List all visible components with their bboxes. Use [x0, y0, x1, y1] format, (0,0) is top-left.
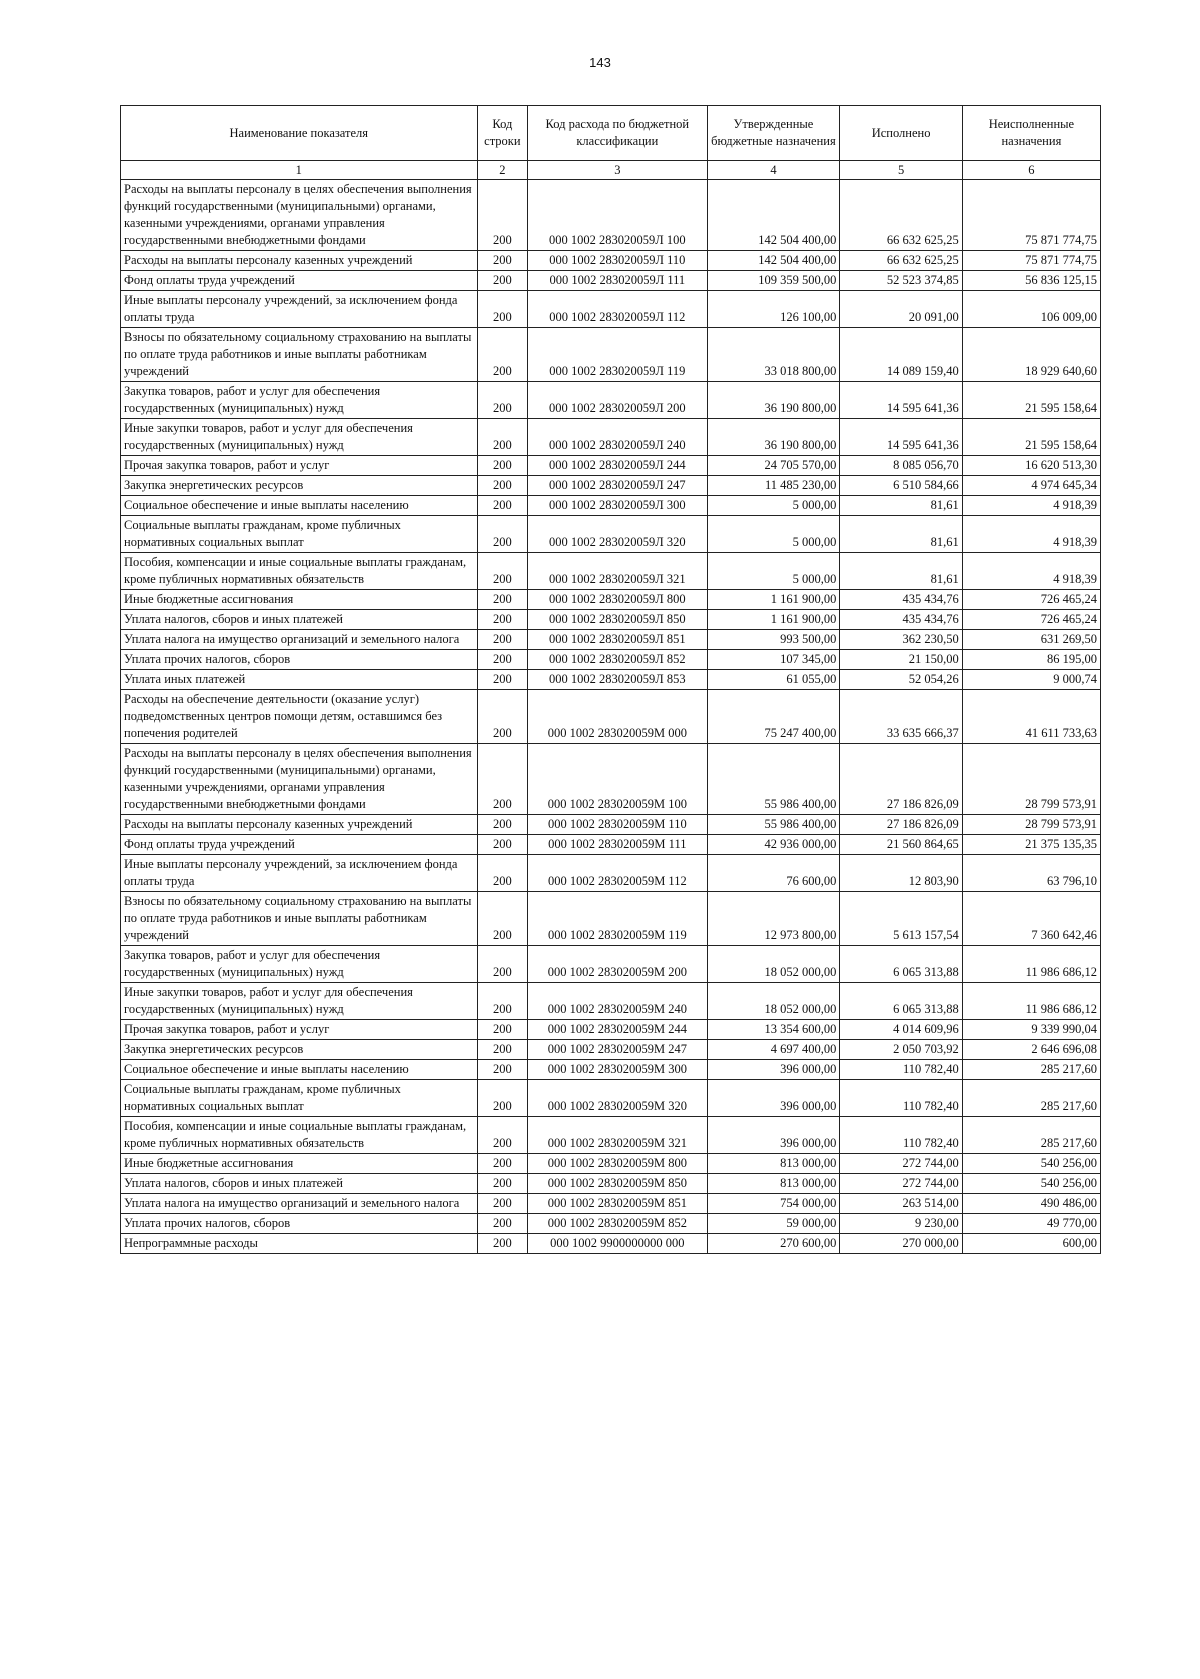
column-number: 5 [840, 161, 962, 180]
line-code-cell: 200 [477, 456, 528, 476]
table-row [121, 835, 1101, 855]
table-row [121, 1214, 1101, 1234]
line-code-cell: 200 [477, 1040, 528, 1060]
table-row [121, 1234, 1101, 1254]
indicator-name-cell: Иные закупки товаров, работ и услуг для обеспечения государственных (муниципальных) нужд [121, 419, 478, 456]
line-code-cell: 200 [477, 946, 528, 983]
line-code-cell: 200 [477, 251, 528, 271]
approved-amount-cell: 396 000,00 [707, 1080, 840, 1117]
budget-code-cell: 000 1002 283020059Л 850 [528, 610, 707, 630]
unexecuted-amount-cell: 11 986 686,12 [962, 983, 1100, 1020]
executed-amount-cell: 435 434,76 [840, 590, 962, 610]
approved-amount-cell: 754 000,00 [707, 1194, 840, 1214]
line-code-cell: 200 [477, 1080, 528, 1117]
executed-amount-cell: 110 782,40 [840, 1117, 962, 1154]
approved-amount-cell: 109 359 500,00 [707, 271, 840, 291]
unexecuted-amount-cell: 28 799 573,91 [962, 815, 1100, 835]
line-code-cell: 200 [477, 815, 528, 835]
column-number: 2 [477, 161, 528, 180]
indicator-name-cell: Непрограммные расходы [121, 1234, 478, 1254]
table-row [121, 650, 1101, 670]
budget-code-cell: 000 1002 283020059М 852 [528, 1214, 707, 1234]
table-row [121, 1117, 1101, 1154]
executed-amount-cell: 14 595 641,36 [840, 382, 962, 419]
executed-amount-cell: 27 186 826,09 [840, 744, 962, 815]
table-row [121, 419, 1101, 456]
indicator-name-cell: Закупка товаров, работ и услуг для обеспечения государственных (муниципальных) нужд [121, 946, 478, 983]
table-row [121, 382, 1101, 419]
line-code-cell: 200 [477, 670, 528, 690]
column-number: 6 [962, 161, 1100, 180]
unexecuted-amount-cell: 2 646 696,08 [962, 1040, 1100, 1060]
page-number: 143 [589, 55, 611, 70]
table-row [121, 690, 1101, 744]
budget-code-cell: 000 1002 283020059М 100 [528, 744, 707, 815]
budget-code-cell: 000 1002 283020059М 244 [528, 1020, 707, 1040]
executed-amount-cell: 2 050 703,92 [840, 1040, 962, 1060]
header-indicator-name: Наименование показателя [121, 106, 478, 161]
indicator-name-cell: Пособия, компенсации и иные социальные выплаты гражданам, кроме публичных нормативных обязательств [121, 553, 478, 590]
approved-amount-cell: 5 000,00 [707, 496, 840, 516]
budget-code-cell: 000 1002 283020059М 110 [528, 815, 707, 835]
line-code-cell: 200 [477, 610, 528, 630]
table-row [121, 1154, 1101, 1174]
approved-amount-cell: 24 705 570,00 [707, 456, 840, 476]
indicator-name-cell: Уплата налога на имущество организаций и земельного налога [121, 630, 478, 650]
budget-code-cell: 000 1002 283020059М 200 [528, 946, 707, 983]
unexecuted-amount-cell: 490 486,00 [962, 1194, 1100, 1214]
approved-amount-cell: 1 161 900,00 [707, 610, 840, 630]
table-row [121, 1020, 1101, 1040]
executed-amount-cell: 270 000,00 [840, 1234, 962, 1254]
budget-code-cell: 000 1002 283020059М 119 [528, 892, 707, 946]
unexecuted-amount-cell: 28 799 573,91 [962, 744, 1100, 815]
budget-code-cell: 000 1002 283020059Л 320 [528, 516, 707, 553]
unexecuted-amount-cell: 726 465,24 [962, 590, 1100, 610]
approved-amount-cell: 33 018 800,00 [707, 328, 840, 382]
executed-amount-cell: 435 434,76 [840, 610, 962, 630]
table-row [121, 1040, 1101, 1060]
budget-code-cell: 000 1002 283020059Л 110 [528, 251, 707, 271]
unexecuted-amount-cell: 56 836 125,15 [962, 271, 1100, 291]
indicator-name-cell: Фонд оплаты труда учреждений [121, 271, 478, 291]
executed-amount-cell: 263 514,00 [840, 1194, 962, 1214]
line-code-cell: 200 [477, 180, 528, 251]
budget-code-cell: 000 1002 283020059М 111 [528, 835, 707, 855]
indicator-name-cell: Прочая закупка товаров, работ и услуг [121, 1020, 478, 1040]
indicator-name-cell: Уплата иных платежей [121, 670, 478, 690]
header-budget-code: Код расхода по бюджетной классификации [528, 106, 707, 161]
approved-amount-cell: 36 190 800,00 [707, 382, 840, 419]
line-code-cell: 200 [477, 496, 528, 516]
budget-code-cell: 000 1002 283020059М 850 [528, 1174, 707, 1194]
budget-code-cell: 000 1002 283020059М 240 [528, 983, 707, 1020]
indicator-name-cell: Уплата налогов, сборов и иных платежей [121, 610, 478, 630]
budget-code-cell: 000 1002 283020059М 851 [528, 1194, 707, 1214]
executed-amount-cell: 110 782,40 [840, 1080, 962, 1117]
approved-amount-cell: 396 000,00 [707, 1117, 840, 1154]
indicator-name-cell: Уплата налогов, сборов и иных платежей [121, 1174, 478, 1194]
executed-amount-cell: 8 085 056,70 [840, 456, 962, 476]
approved-amount-cell: 18 052 000,00 [707, 983, 840, 1020]
budget-code-cell: 000 1002 283020059М 112 [528, 855, 707, 892]
line-code-cell: 200 [477, 328, 528, 382]
line-code-cell: 200 [477, 855, 528, 892]
indicator-name-cell: Уплата прочих налогов, сборов [121, 650, 478, 670]
unexecuted-amount-cell: 540 256,00 [962, 1174, 1100, 1194]
executed-amount-cell: 4 014 609,96 [840, 1020, 962, 1040]
indicator-name-cell: Взносы по обязательному социальному страхованию на выплаты по оплате труда работников и иные выплаты работникам учреждений [121, 892, 478, 946]
indicator-name-cell: Взносы по обязательному социальному страхованию на выплаты по оплате труда работников и иные выплаты работникам учреждений [121, 328, 478, 382]
unexecuted-amount-cell: 4 918,39 [962, 516, 1100, 553]
line-code-cell: 200 [477, 1154, 528, 1174]
header-approved: Утвержденные бюджетные назначения [707, 106, 840, 161]
executed-amount-cell: 33 635 666,37 [840, 690, 962, 744]
approved-amount-cell: 142 504 400,00 [707, 180, 840, 251]
budget-code-cell: 000 1002 283020059М 320 [528, 1080, 707, 1117]
unexecuted-amount-cell: 11 986 686,12 [962, 946, 1100, 983]
indicator-name-cell: Социальные выплаты гражданам, кроме публичных нормативных социальных выплат [121, 516, 478, 553]
indicator-name-cell: Социальное обеспечение и иные выплаты населению [121, 1060, 478, 1080]
table-row [121, 1194, 1101, 1214]
line-code-cell: 200 [477, 382, 528, 419]
unexecuted-amount-cell: 21 595 158,64 [962, 419, 1100, 456]
line-code-cell: 200 [477, 291, 528, 328]
approved-amount-cell: 13 354 600,00 [707, 1020, 840, 1040]
approved-amount-cell: 1 161 900,00 [707, 590, 840, 610]
table-row [121, 251, 1101, 271]
unexecuted-amount-cell: 106 009,00 [962, 291, 1100, 328]
table-row [121, 553, 1101, 590]
budget-code-cell: 000 1002 283020059М 000 [528, 690, 707, 744]
table-body [121, 180, 1101, 1254]
approved-amount-cell: 813 000,00 [707, 1174, 840, 1194]
indicator-name-cell: Социальные выплаты гражданам, кроме публичных нормативных социальных выплат [121, 1080, 478, 1117]
table-row [121, 271, 1101, 291]
unexecuted-amount-cell: 600,00 [962, 1234, 1100, 1254]
approved-amount-cell: 270 600,00 [707, 1234, 840, 1254]
header-executed: Исполнено [840, 106, 962, 161]
budget-code-cell: 000 1002 283020059М 247 [528, 1040, 707, 1060]
budget-code-cell: 000 1002 9900000000 000 [528, 1234, 707, 1254]
budget-code-cell: 000 1002 283020059Л 200 [528, 382, 707, 419]
approved-amount-cell: 11 485 230,00 [707, 476, 840, 496]
line-code-cell: 200 [477, 1020, 528, 1040]
budget-code-cell: 000 1002 283020059М 800 [528, 1154, 707, 1174]
indicator-name-cell: Закупка энергетических ресурсов [121, 1040, 478, 1060]
unexecuted-amount-cell: 540 256,00 [962, 1154, 1100, 1174]
approved-amount-cell: 18 052 000,00 [707, 946, 840, 983]
executed-amount-cell: 5 613 157,54 [840, 892, 962, 946]
executed-amount-cell: 6 065 313,88 [840, 946, 962, 983]
executed-amount-cell: 272 744,00 [840, 1174, 962, 1194]
budget-code-cell: 000 1002 283020059Л 300 [528, 496, 707, 516]
line-code-cell: 200 [477, 1214, 528, 1234]
budget-code-cell: 000 1002 283020059Л 111 [528, 271, 707, 291]
unexecuted-amount-cell: 285 217,60 [962, 1060, 1100, 1080]
budget-code-cell: 000 1002 283020059Л 119 [528, 328, 707, 382]
approved-amount-cell: 5 000,00 [707, 516, 840, 553]
approved-amount-cell: 813 000,00 [707, 1154, 840, 1174]
table-row [121, 630, 1101, 650]
unexecuted-amount-cell: 9 339 990,04 [962, 1020, 1100, 1040]
approved-amount-cell: 76 600,00 [707, 855, 840, 892]
unexecuted-amount-cell: 9 000,74 [962, 670, 1100, 690]
table-row [121, 476, 1101, 496]
unexecuted-amount-cell: 75 871 774,75 [962, 180, 1100, 251]
executed-amount-cell: 14 089 159,40 [840, 328, 962, 382]
budget-code-cell: 000 1002 283020059Л 247 [528, 476, 707, 496]
column-number: 3 [528, 161, 707, 180]
executed-amount-cell: 6 510 584,66 [840, 476, 962, 496]
unexecuted-amount-cell: 7 360 642,46 [962, 892, 1100, 946]
indicator-name-cell: Расходы на выплаты персоналу в целях обеспечения выполнения функций государственными (муниципальными) органами, казенными учреждениями, органами управления государственными внебюджетными фондами [121, 180, 478, 251]
executed-amount-cell: 81,61 [840, 496, 962, 516]
budget-code-cell: 000 1002 283020059Л 244 [528, 456, 707, 476]
executed-amount-cell: 66 632 625,25 [840, 180, 962, 251]
indicator-name-cell: Иные выплаты персоналу учреждений, за исключением фонда оплаты труда [121, 855, 478, 892]
indicator-name-cell: Пособия, компенсации и иные социальные выплаты гражданам, кроме публичных нормативных обязательств [121, 1117, 478, 1154]
line-code-cell: 200 [477, 1174, 528, 1194]
line-code-cell: 200 [477, 590, 528, 610]
unexecuted-amount-cell: 86 195,00 [962, 650, 1100, 670]
table-row [121, 815, 1101, 835]
indicator-name-cell: Уплата прочих налогов, сборов [121, 1214, 478, 1234]
executed-amount-cell: 52 054,26 [840, 670, 962, 690]
unexecuted-amount-cell: 285 217,60 [962, 1117, 1100, 1154]
table-row [121, 670, 1101, 690]
unexecuted-amount-cell: 63 796,10 [962, 855, 1100, 892]
approved-amount-cell: 4 697 400,00 [707, 1040, 840, 1060]
budget-code-cell: 000 1002 283020059Л 240 [528, 419, 707, 456]
unexecuted-amount-cell: 4 918,39 [962, 496, 1100, 516]
unexecuted-amount-cell: 41 611 733,63 [962, 690, 1100, 744]
executed-amount-cell: 81,61 [840, 516, 962, 553]
indicator-name-cell: Иные выплаты персоналу учреждений, за исключением фонда оплаты труда [121, 291, 478, 328]
approved-amount-cell: 42 936 000,00 [707, 835, 840, 855]
approved-amount-cell: 126 100,00 [707, 291, 840, 328]
indicator-name-cell: Фонд оплаты труда учреждений [121, 835, 478, 855]
budget-code-cell: 000 1002 283020059Л 100 [528, 180, 707, 251]
unexecuted-amount-cell: 21 595 158,64 [962, 382, 1100, 419]
unexecuted-amount-cell: 4 974 645,34 [962, 476, 1100, 496]
column-number: 1 [121, 161, 478, 180]
approved-amount-cell: 5 000,00 [707, 553, 840, 590]
indicator-name-cell: Расходы на выплаты персоналу казенных учреждений [121, 251, 478, 271]
approved-amount-cell: 12 973 800,00 [707, 892, 840, 946]
unexecuted-amount-cell: 21 375 135,35 [962, 835, 1100, 855]
budget-code-cell: 000 1002 283020059М 321 [528, 1117, 707, 1154]
line-code-cell: 200 [477, 1194, 528, 1214]
executed-amount-cell: 14 595 641,36 [840, 419, 962, 456]
indicator-name-cell: Иные закупки товаров, работ и услуг для обеспечения государственных (муниципальных) нужд [121, 983, 478, 1020]
budget-code-cell: 000 1002 283020059Л 853 [528, 670, 707, 690]
indicator-name-cell: Закупка товаров, работ и услуг для обеспечения государственных (муниципальных) нужд [121, 382, 478, 419]
line-code-cell: 200 [477, 553, 528, 590]
approved-amount-cell: 75 247 400,00 [707, 690, 840, 744]
approved-amount-cell: 993 500,00 [707, 630, 840, 650]
unexecuted-amount-cell: 75 871 774,75 [962, 251, 1100, 271]
approved-amount-cell: 142 504 400,00 [707, 251, 840, 271]
line-code-cell: 200 [477, 1060, 528, 1080]
line-code-cell: 200 [477, 271, 528, 291]
table-header [121, 106, 1101, 180]
approved-amount-cell: 107 345,00 [707, 650, 840, 670]
approved-amount-cell: 55 986 400,00 [707, 744, 840, 815]
table-row [121, 516, 1101, 553]
table-row [121, 1174, 1101, 1194]
line-code-cell: 200 [477, 1234, 528, 1254]
header-line-code: Код строки [477, 106, 528, 161]
budget-code-cell: 000 1002 283020059М 300 [528, 1060, 707, 1080]
budget-code-cell: 000 1002 283020059Л 852 [528, 650, 707, 670]
executed-amount-cell: 21 560 864,65 [840, 835, 962, 855]
unexecuted-amount-cell: 18 929 640,60 [962, 328, 1100, 382]
line-code-cell: 200 [477, 419, 528, 456]
unexecuted-amount-cell: 726 465,24 [962, 610, 1100, 630]
executed-amount-cell: 52 523 374,85 [840, 271, 962, 291]
line-code-cell: 200 [477, 650, 528, 670]
table-row [121, 946, 1101, 983]
indicator-name-cell: Расходы на выплаты персоналу казенных учреждений [121, 815, 478, 835]
table-row [121, 744, 1101, 815]
approved-amount-cell: 61 055,00 [707, 670, 840, 690]
approved-amount-cell: 55 986 400,00 [707, 815, 840, 835]
executed-amount-cell: 272 744,00 [840, 1154, 962, 1174]
executed-amount-cell: 20 091,00 [840, 291, 962, 328]
indicator-name-cell: Социальное обеспечение и иные выплаты населению [121, 496, 478, 516]
budget-code-cell: 000 1002 283020059Л 800 [528, 590, 707, 610]
table-row [121, 610, 1101, 630]
table-row [121, 1060, 1101, 1080]
table-row [121, 892, 1101, 946]
approved-amount-cell: 36 190 800,00 [707, 419, 840, 456]
executed-amount-cell: 81,61 [840, 553, 962, 590]
table-row [121, 855, 1101, 892]
table-row [121, 180, 1101, 251]
unexecuted-amount-cell: 16 620 513,30 [962, 456, 1100, 476]
indicator-name-cell: Иные бюджетные ассигнования [121, 590, 478, 610]
unexecuted-amount-cell: 4 918,39 [962, 553, 1100, 590]
line-code-cell: 200 [477, 1117, 528, 1154]
header-unexecuted: Неисполненные назначения [962, 106, 1100, 161]
table-row [121, 291, 1101, 328]
budget-code-cell: 000 1002 283020059Л 321 [528, 553, 707, 590]
executed-amount-cell: 12 803,90 [840, 855, 962, 892]
budget-execution-table [120, 105, 1101, 1254]
executed-amount-cell: 110 782,40 [840, 1060, 962, 1080]
approved-amount-cell: 396 000,00 [707, 1060, 840, 1080]
table-row [121, 983, 1101, 1020]
line-code-cell: 200 [477, 744, 528, 815]
table-row [121, 590, 1101, 610]
unexecuted-amount-cell: 631 269,50 [962, 630, 1100, 650]
line-code-cell: 200 [477, 835, 528, 855]
approved-amount-cell: 59 000,00 [707, 1214, 840, 1234]
line-code-cell: 200 [477, 690, 528, 744]
column-number: 4 [707, 161, 840, 180]
executed-amount-cell: 362 230,50 [840, 630, 962, 650]
executed-amount-cell: 9 230,00 [840, 1214, 962, 1234]
table-row [121, 328, 1101, 382]
table-row [121, 1080, 1101, 1117]
table-row [121, 496, 1101, 516]
executed-amount-cell: 6 065 313,88 [840, 983, 962, 1020]
line-code-cell: 200 [477, 630, 528, 650]
indicator-name-cell: Уплата налога на имущество организаций и земельного налога [121, 1194, 478, 1214]
budget-code-cell: 000 1002 283020059Л 112 [528, 291, 707, 328]
table-row [121, 456, 1101, 476]
executed-amount-cell: 27 186 826,09 [840, 815, 962, 835]
unexecuted-amount-cell: 49 770,00 [962, 1214, 1100, 1234]
indicator-name-cell: Прочая закупка товаров, работ и услуг [121, 456, 478, 476]
indicator-name-cell: Расходы на выплаты персоналу в целях обеспечения выполнения функций государственными (муниципальными) органами, казенными учреждениями, органами управления государственными внебюджетными фондами [121, 744, 478, 815]
line-code-cell: 200 [477, 476, 528, 496]
executed-amount-cell: 66 632 625,25 [840, 251, 962, 271]
unexecuted-amount-cell: 285 217,60 [962, 1080, 1100, 1117]
budget-code-cell: 000 1002 283020059Л 851 [528, 630, 707, 650]
line-code-cell: 200 [477, 983, 528, 1020]
line-code-cell: 200 [477, 516, 528, 553]
indicator-name-cell: Иные бюджетные ассигнования [121, 1154, 478, 1174]
indicator-name-cell: Закупка энергетических ресурсов [121, 476, 478, 496]
executed-amount-cell: 21 150,00 [840, 650, 962, 670]
line-code-cell: 200 [477, 892, 528, 946]
indicator-name-cell: Расходы на обеспечение деятельности (оказание услуг) подведомственных центров помощи детям, оставшимся без попечения родителей [121, 690, 478, 744]
